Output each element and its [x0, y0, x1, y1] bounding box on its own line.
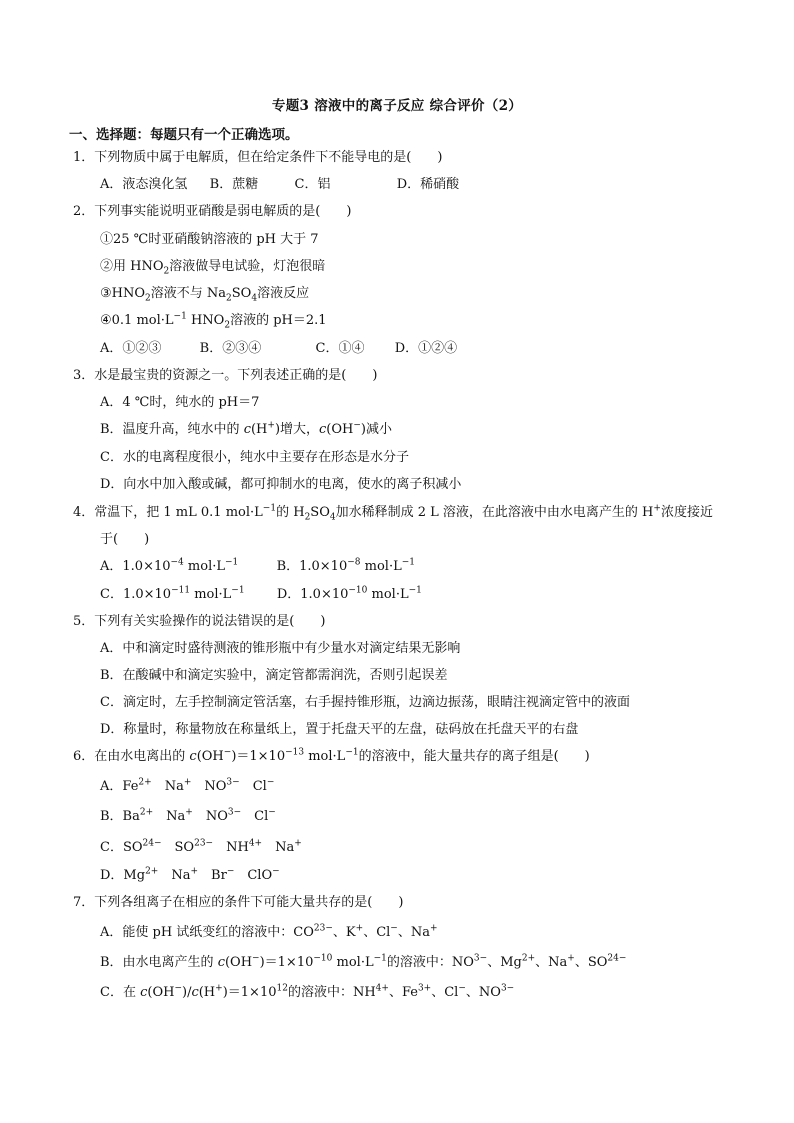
q4-option-b: B．$1.0\times 10^{-8}$ $mol\cdot L^{-1}$	[276, 557, 416, 574]
q5-option-d: D．称量时，称量物放在称量纸上，置于托盘天平的左盘，砝码放在托盘天平的右盘	[100, 722, 579, 737]
question-7-stem: 7．下列各组离子在相应的条件下可能大量共存的是( )	[73, 895, 404, 910]
page-title: 专题3 溶液中的离子反应 综合评价（2）	[271, 98, 523, 114]
q6-option-c: C．$SO^{24-}$ $SO^{23-}$ $NH^{4+}$ Na+	[100, 838, 302, 855]
q6-option-b: B．$Ba^{2+}$ Na+ $NO^{3-}$ Cl−	[100, 807, 276, 824]
q7-option-a: A．能使 pH 试纸变红的溶液中：$CO^{23-}$、K+、Cl−、Na+	[100, 923, 438, 940]
q2-option-a: A．①②③	[100, 341, 162, 356]
q5-option-b: B．在酸碱中和滴定实验中，滴定管都需润洗，否则引起误差	[100, 668, 448, 683]
question-4-stem: 4．常温下，把 1 mL 0.1 $mol\cdot L^{-1}$的 $H_2SO_4$加水稀释制成 2 L 溶液，在此溶液中由水电离产生的 H+浓度接近	[73, 503, 713, 523]
q3-option-b: B．温度升高，纯水中的 c(H+)增大，c(OH−)减小	[100, 420, 392, 437]
q7-option-b: B．由水电离产生的 $c(OH^-)=1\times 10^{-10}$ $mol\cdot L^{-1}$的溶液中：$NO^{3-}$、$Mg^{2+}$、Na+、$SO^{24-}$	[100, 953, 627, 970]
q1-option-c: C．铝	[294, 177, 331, 192]
q1-option-b: B．蔗糖	[209, 177, 259, 192]
q2-statement-4: ④0.1 $mol\cdot L^{-1}$ $HNO_2$溶液的 pH＝2.1	[100, 311, 327, 331]
question-5-stem: 5．下列有关实验操作的说法错误的是( )	[73, 614, 326, 629]
q5-option-a: A．中和滴定时盛待测液的锥形瓶中有少量水对滴定结果无影响	[100, 641, 461, 656]
q3-option-c: C．水的电离程度很小，纯水中主要存在形态是水分子	[100, 450, 409, 465]
q2-option-b: B．②③④	[199, 341, 262, 356]
q6-option-d: D．$Mg^{2+}$ Na+ Br− ClO−	[100, 866, 280, 883]
question-1-stem: 1．下列物质中属于电解质，但在给定条件下不能导电的是( )	[73, 150, 443, 165]
question-2-options	[100, 339, 457, 359]
q4-option-c: C．$1.0\times 10^{-11}$ $mol\cdot L^{-1}$	[100, 585, 245, 602]
q4-option-d: D．$1.0\times 10^{-10}$ $mol\cdot L^{-1}$	[276, 585, 422, 602]
q2-statement-3: $③HNO_2$溶液不与 $Na_2SO_4$溶液反应	[100, 286, 310, 304]
q6-option-a: A．$Fe^{2+}$ Na+ $NO^{3-}$ Cl−	[100, 777, 275, 794]
q1-option-a: A．液态溴化氢	[100, 177, 188, 192]
q2-option-c: C．①④	[315, 341, 365, 356]
q7-option-c: C．在 $c(OH^-)/c(H^+)=1\times 10^{12}$的溶液中：$NH^{4+}$、$Fe^{3+}$、Cl−、$NO^{3-}$	[100, 983, 515, 1000]
section-heading: 一、选择题：每题只有一个正确选项。	[69, 127, 299, 143]
question-4-options-row-2	[100, 585, 422, 605]
q3-option-d: D．向水中加入酸或碱，都可抑制水的电离，使水的离子积减小	[100, 477, 462, 492]
question-1-options	[100, 175, 459, 195]
q1-option-d: D．稀硝酸	[396, 177, 460, 192]
q2-statement-2: ②用 $HNO_2$溶液做导电试验，灯泡很暗	[100, 259, 326, 277]
question-4-options-row-1	[100, 557, 415, 577]
q3-option-a: A．4 ℃时，纯水的 pH＝7	[100, 395, 260, 410]
q5-option-c: C．滴定时，左手控制滴定管活塞，右手握持锥形瓶，边滴边振荡，眼睛注视滴定管中的液面	[100, 695, 630, 710]
question-3-stem: 3．水是最宝贵的资源之一。下列表述正确的是( )	[73, 368, 378, 383]
question-2-stem: 2．下列事实能说明亚硝酸是弱电解质的是( )	[73, 204, 352, 219]
q4-option-a: A．$1.0\times 10^{-4}$ $mol\cdot L^{-1}$	[100, 557, 239, 574]
question-4-stem-continued: 于( )	[100, 532, 150, 547]
q2-option-d: D．①②④	[394, 341, 458, 356]
question-6-stem: 6．在由水电离出的 $c(OH^-)=1\times 10^{-13}$ $mol\cdot L^{-1}$的溶液中，能大量共存的离子组是( )	[73, 747, 590, 764]
q2-statement-1: ①25 ℃时亚硝酸钠溶液的 pH 大于 7	[100, 232, 319, 247]
